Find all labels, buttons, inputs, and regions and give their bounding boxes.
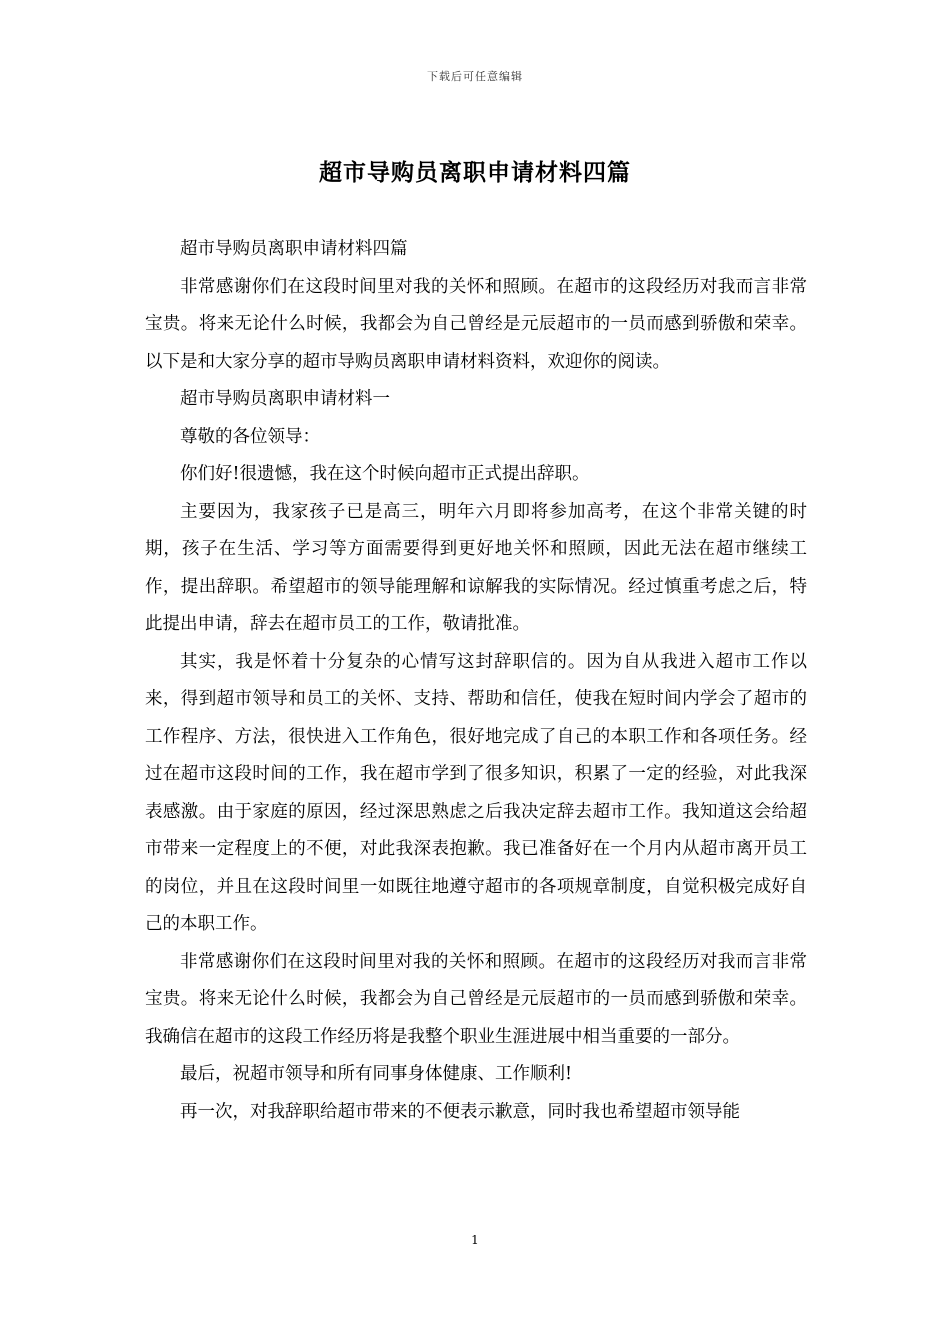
paragraph-section-heading: 超市导购员离职申请材料一	[180, 389, 390, 409]
paragraph-gratitude: 其实，我是怀着十分复杂的心情写这封辞职信的。因为自从我进入超市工作以来，得到超市领导和员工的关怀、支持、帮助和信任，使我在短时间内学会了超市的工作程序、方法，很快进入工作角色，很好地完成了自己的本职工作和各项任务。经过在超市这段时间的工作，我在超市学到了很多知识，积累了一定的经验，对此我深表感激。由于家庭的原因，经过深思熟虑之后我决定辞去超市工作。我知道这会给超市带来一定程度上的不便，对此我深表抱歉。我已准备好在一个月内从超市离开员工的岗位，并且在这段时间里一如既往地遵守超市的各项规章制度，自觉积极完成好自己的本职工作。	[145, 651, 807, 934]
page-number: 1	[471, 1233, 479, 1247]
paragraph-wishes: 最后，祝超市领导和所有同事身体健康、工作顺利!	[180, 1064, 573, 1084]
paragraph-intro: 非常感谢你们在这段时间里对我的关怀和照顾。在超市的这段经历对我而言非常宝贵。将来无论什么时候，我都会为自己曾经是元辰超市的一员而感到骄傲和荣幸。以下是和大家分享的超市导购员离职申请材料资料，欢迎你的阅读。	[145, 276, 807, 372]
document-title: 超市导购员离职申请材料四篇	[319, 159, 631, 186]
paragraph-salutation: 尊敬的各位领导：	[180, 426, 320, 447]
paragraph-reason: 主要因为，我家孩子已是高三，明年六月即将参加高考，在这个非常关键的时期，孩子在生活、学习等方面需要得到更好地关怀和照顾，因此无法在超市继续工作，提出辞职。希望超市的领导能理解和谅解我的实际情况。经过慎重考虑之后，特此提出申请，辞去在超市员工的工作，敬请批准。	[145, 501, 807, 634]
header-note: 下载后可任意编辑	[427, 70, 523, 83]
paragraph-thanks: 非常感谢你们在这段时间里对我的关怀和照顾。在超市的这段经历对我而言非常宝贵。将来无论什么时候，我都会为自己曾经是元辰超市的一员而感到骄傲和荣幸。我确信在超市的这段工作经历将是我整个职业生涯进展中相当重要的一部分。	[145, 951, 807, 1047]
paragraph-apology: 再一次，对我辞职给超市带来的不便表示歉意，同时我也希望超市领导能	[180, 1101, 740, 1122]
paragraph-subtitle: 超市导购员离职申请材料四篇	[180, 239, 408, 259]
paragraph-opening: 你们好!很遗憾，我在这个时候向超市正式提出辞职。	[180, 464, 590, 484]
document-body	[145, 231, 807, 1131]
